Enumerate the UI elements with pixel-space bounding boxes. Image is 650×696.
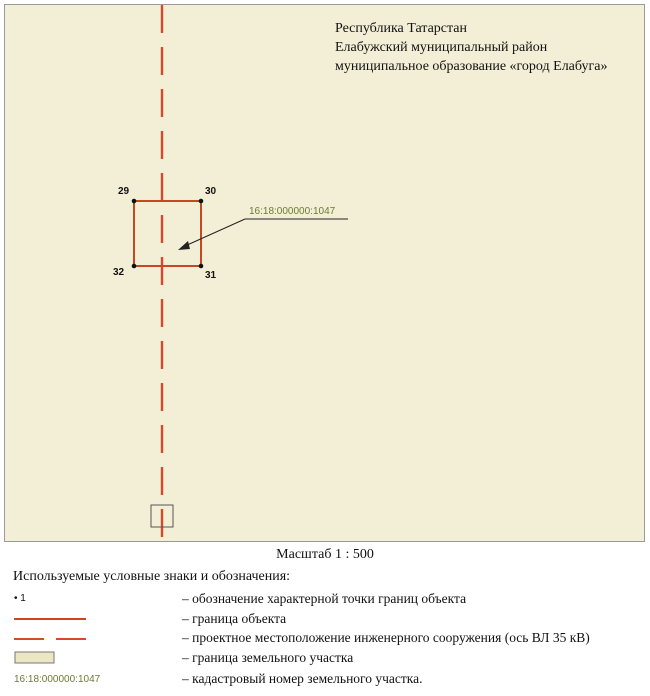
legend-point-symbol: • 1: [14, 593, 26, 604]
legend-solid-line-symbol: [14, 611, 144, 629]
legend-item-axis: [0, 630, 650, 650]
point-30-marker: [199, 199, 204, 204]
point-label-29: 29: [118, 186, 130, 197]
cadastral-number-label: 16:18:000000:1047: [249, 206, 336, 217]
legend-cadastral-desc: – кадастровый номер земельного участка.: [182, 671, 423, 686]
point-31-marker: [199, 264, 204, 269]
legend-item-boundary: [0, 611, 650, 631]
point-label-32: 32: [113, 267, 125, 278]
map-area: [4, 4, 645, 542]
region-caption: [335, 19, 607, 76]
point-label-30: 30: [205, 186, 217, 197]
legend-cadastral-symbol: 16:18:000000:1047: [14, 674, 101, 685]
region-line-2: Елабужский муниципальный район: [335, 40, 548, 55]
scale-text: Масштаб 1 : 500: [276, 547, 374, 562]
point-32-marker: [132, 264, 137, 269]
legend-item-parcel: [0, 650, 650, 670]
region-line-1: Республика Татарстан: [335, 21, 468, 36]
point-label-31: 31: [205, 270, 217, 281]
point-29-marker: [132, 199, 137, 204]
leader-pointer: [185, 219, 245, 246]
legend-boundary-desc: – граница объекта: [182, 611, 287, 626]
object-boundary: [134, 201, 201, 266]
leader-arrow: [178, 241, 190, 250]
legend-point-desc: – обозначение характерной точки границ объекта: [182, 591, 467, 606]
legend-axis-desc: – проектное местоположение инженерного сооружения (ось ВЛ 35 кВ): [182, 630, 590, 645]
map-drawing: [5, 5, 645, 542]
legend-title: Используемые условные знаки и обозначения:: [13, 569, 291, 584]
legend-dashed-line-symbol: [14, 630, 144, 648]
legend-item-cadastral: [0, 671, 650, 691]
legend-parcel-symbol: [14, 650, 144, 668]
legend-item-point: [0, 591, 650, 611]
region-line-3: муниципальное образование «город Елабуга»: [335, 59, 608, 74]
legend-parcel-desc: – граница земельного участка: [182, 650, 354, 665]
